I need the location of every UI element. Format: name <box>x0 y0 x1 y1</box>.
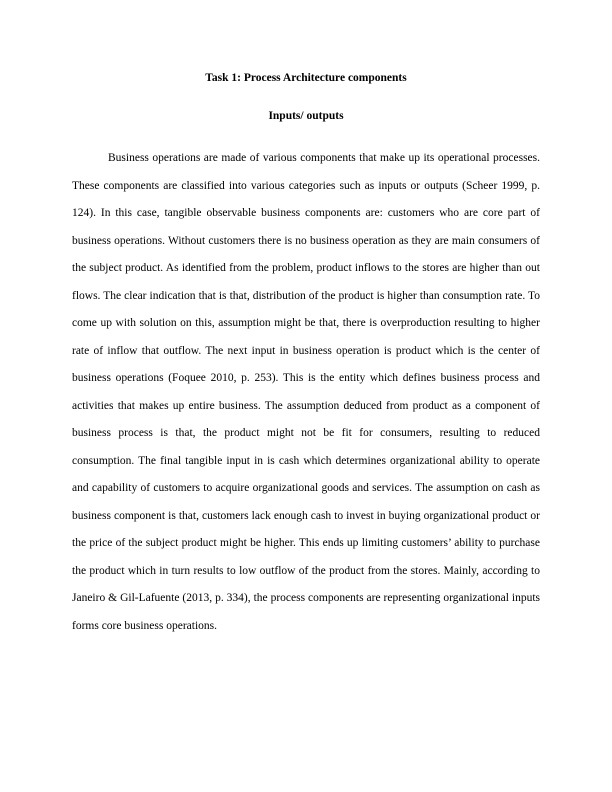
page-title: Task 1: Process Architecture components <box>205 72 407 84</box>
body-paragraph: Business operations are made of various components that make up its operational processes. These components are classified into various categories such as inputs or outputs (Scheer 1999, p. 124). In this case, tangible observable business components are: customers who are core part of business operations. Without customers there is no business operation as they are main consumers of the subject product. As identified from the problem, product inflows to the stores are higher than out flows. The clear indication that is that, distribution of the product is higher than consumption rate. To come up with solution on this, assumption might be that, there is overproduction resulting to higher rate of inflow that outflow. The next input in business operation is product which is the center of business operations (Foquee 2010, p. 253). This is the entity which defines business process and activities that makes up entire business. The assumption deduced from product as a component of business process is that, the product might not be fit for consumers, resulting to reduced consumption. The final tangible input in is cash which determines organizational ability to operate and capability of customers to acquire organizational goods and services. The assumption on cash as business component is that, customers lack enough cash to invest in buying organizational product or the price of the subject product might be higher. This ends up limiting customers’ ability to purchase the product which in turn results to low outflow of the product from the stores. Mainly, according to Janeiro & Gil-Lafuente (2013, p. 334), the process components are representing organizational inputs forms core business operations. <box>72 152 540 632</box>
section-subtitle: Inputs/ outputs <box>268 110 344 122</box>
